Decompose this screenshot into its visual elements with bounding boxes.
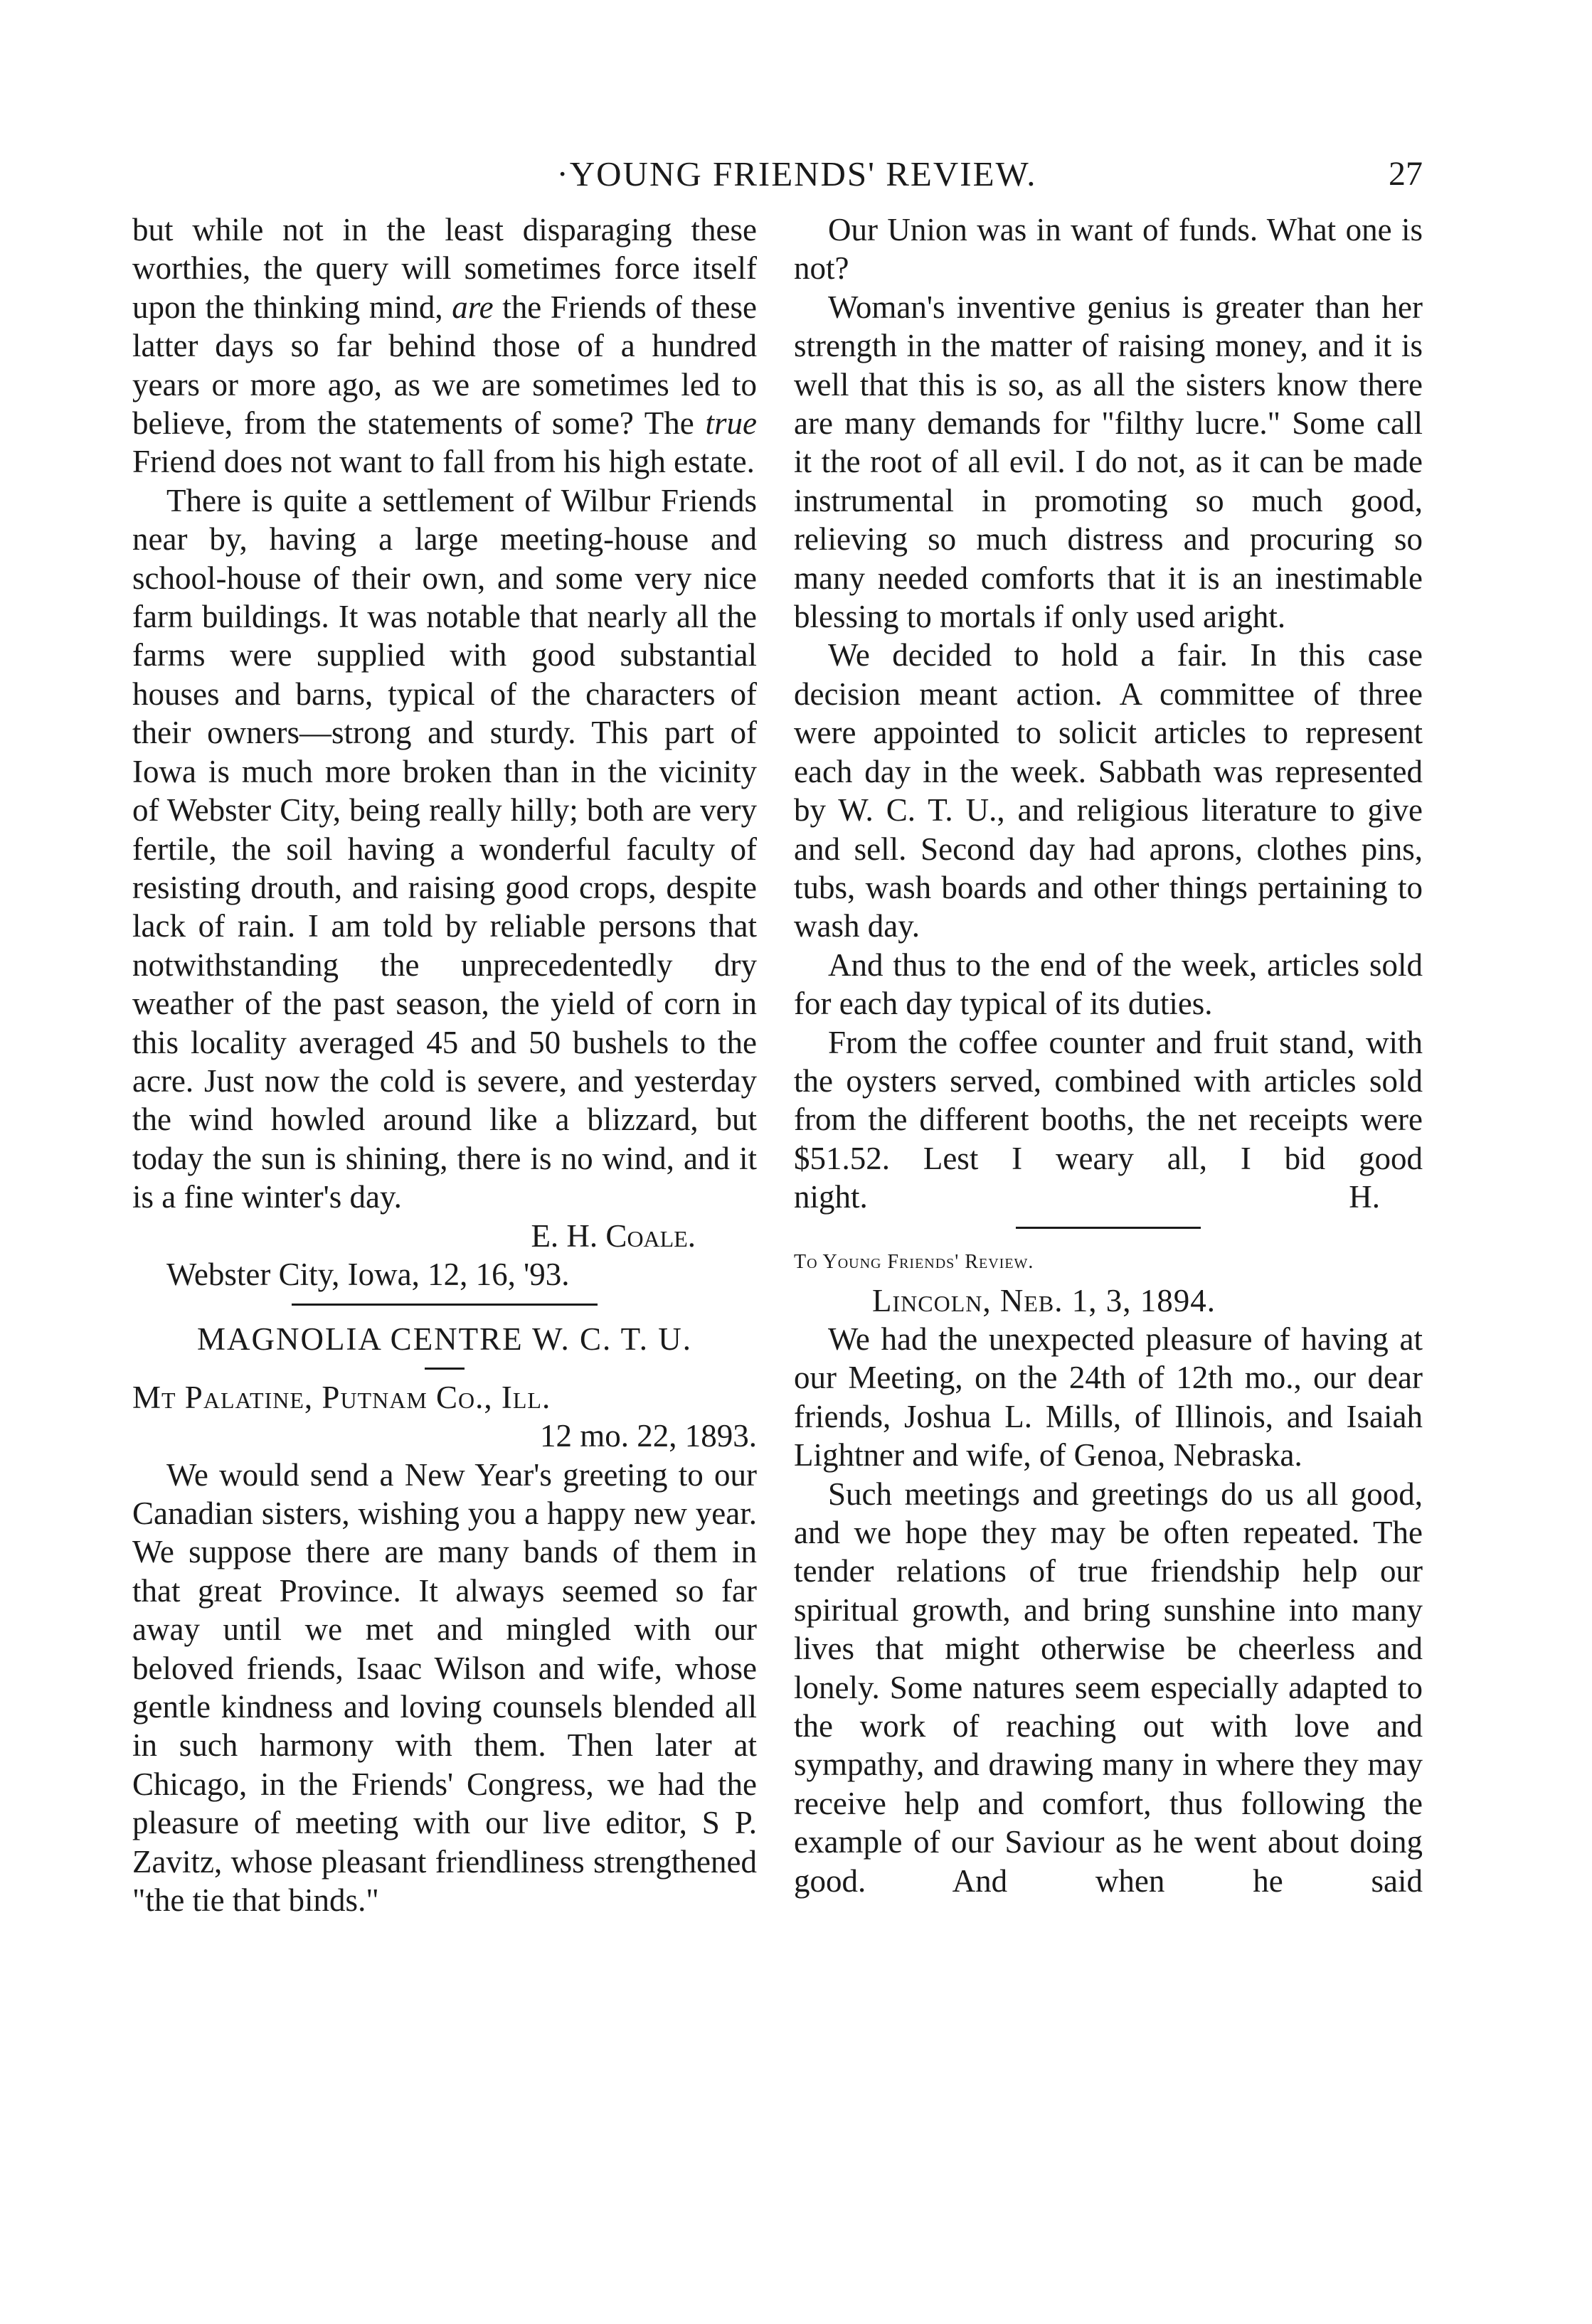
- paragraph-unexpected-pleasure: We had the unexpected pleasure of having at our Meeting, on the 24th of 12th mo., our dear friends, Joshua L. Mills, of Illinois, and Isaiah Lightner and wife, of Genoa, Nebraska.: [794, 1321, 1423, 1473]
- letter-address: To Young Friends' Review.: [794, 1250, 1034, 1273]
- paragraph-text: the Friends of these latter days so far behind those of a hundred years or more ago, as we are sometimes led to believe, from the statements of some? The: [132, 289, 757, 442]
- emphasis-text: are: [452, 289, 494, 325]
- paragraph-union-funds: Our Union was in want of funds. What one is not?: [794, 212, 1423, 287]
- page-number: 27: [1389, 155, 1423, 193]
- paragraph-new-year-greeting: We would send a New Year's greeting to our Canadian sisters, wishing you a happy new year. We suppose there are many bands of them in that great Province. It always seemed so far away until we met and mingled with our beloved friends, Isaac Wilson and wife, whose gentle kindness and loving counsels blended all in such harmony with them. Then later at Chicago, in the Friends' Congress, we had the pleasure of meeting with our live editor, S P. Zavitz, whose pleasant friendliness strengthened "the tie that binds.": [132, 1456, 757, 1919]
- paragraph-meetings-greetings: Such meetings and greetings do us all good, and we hope they may be often repeated. The tender relations of true friendship help our spiritual growth, and bring sunshine into many lives that might otherwise be cheerless and lonely. Some natures seem especially adapted to the work of reaching out with love and sympathy, and drawing many in where they may receive help and comfort, thus following the example of our Saviour as he went about doing good. And when he said: [794, 1476, 1423, 1899]
- running-title: ·YOUNG FRIENDS' REVIEW.: [556, 154, 1037, 193]
- paragraph-text: Friend does not want to fall from his high estate.: [132, 444, 755, 480]
- place-line: Mt Palatine, Putnam Co., Ill.: [132, 1379, 551, 1415]
- paragraph-disparaging: [132, 210, 757, 481]
- right-column: [794, 210, 1423, 1900]
- dateline-webster-city: Webster City, Iowa, 12, 16, '93.: [166, 1256, 570, 1292]
- signature-coale: E. H. Coale.: [531, 1217, 696, 1254]
- paragraph-end-of-week: And thus to the end of the week, articles sold for each day typical of its duties.: [794, 947, 1423, 1022]
- short-divider: [425, 1368, 465, 1370]
- paragraph-wilbur-friends: There is quite a settlement of Wilbur Friends near by, having a large meeting-house and school-house of their own, and some very nice farm buildings. It was notable that nearly all the farms were supplied with good substantial houses and barns, typical of the characters of their owners—strong and sturdy. This part of Iowa is much more broken than in the vicinity of Webster City, being really hilly; both are very fertile, the soil having a wonderful faculty of resisting drouth, and raising good crops, despite lack of rain. I am told by reliable persons that notwithstanding the unprecedentedly dry weather of the past season, the yield of corn in this locality averaged 45 and 50 bushels to the acre. Just now the cold is severe, and yesterday the wind howled around like a blizzard, but today the sun is shining, there is no wind, and it is a fine winter's day.: [132, 482, 757, 1215]
- paragraph-text: but while not in the least disparaging these worthies, the query will sometimes force itself upon the thinking mind,: [132, 212, 757, 325]
- section-heading: MAGNOLIA CENTRE W. C. T. U.: [196, 1321, 693, 1358]
- paragraph-inventive-genius: Woman's inventive genius is greater than her strength in the matter of raising money, and it is well that this is so, as all the sisters know there are many demands for "filthy lucre." Some call it the root of all evil. I do not, as it can be made instrumental in promoting so much good, relieving so much distress and procuring so many needed comforts that it is an inestimable blessing to mortals if only used aright.: [794, 289, 1423, 635]
- section-divider: [292, 1304, 598, 1306]
- signature-initial: H.: [1349, 1179, 1380, 1215]
- signature-row: [794, 1178, 1423, 1216]
- paragraph-fair: We decided to hold a fair. In this case decision meant action. A committee of three were appointed to solicit articles to represent each day in the week. Sabbath was represented by W. C. T. U., and religious literature to give and sell. Second day had aprons, clothes pins, tubs, wash boards and other things pertaining to wash day.: [794, 637, 1423, 944]
- page-header: [142, 149, 1451, 199]
- left-column: [132, 210, 757, 1919]
- paragraph-receipts: From the coffee counter and fruit stand, with the oysters served, combined with articles sold from the different booths, the net receipts were $51.52. Lest I weary all, I bid good: [794, 1024, 1423, 1176]
- dateline-lincoln: Lincoln, Neb. 1, 3, 1894.: [872, 1282, 1216, 1318]
- emphasis-text: true: [705, 405, 757, 442]
- letter-date: 12 mo. 22, 1893.: [539, 1418, 757, 1454]
- section-divider: [1016, 1227, 1201, 1229]
- closing-word: night.: [794, 1179, 868, 1215]
